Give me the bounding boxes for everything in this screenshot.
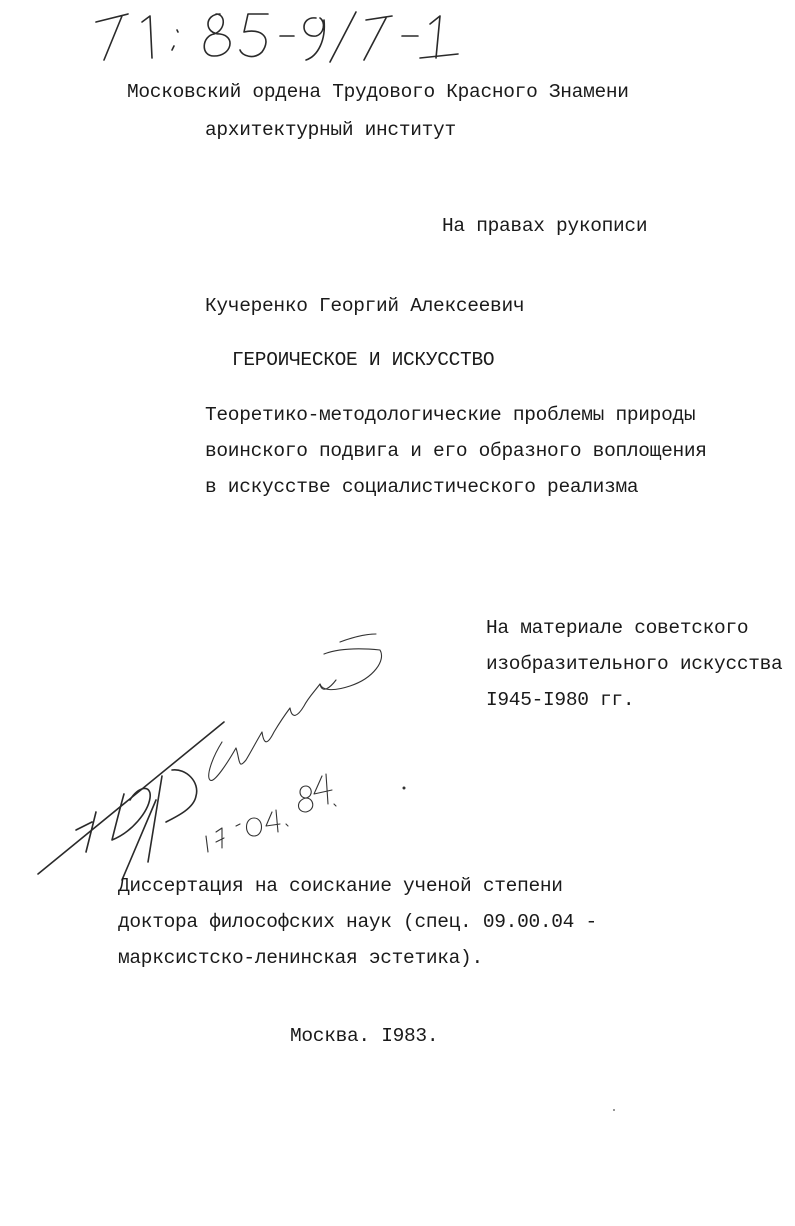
subtitle-line-2: воинского подвига и его образного воплощения: [205, 440, 707, 462]
author-name: Кучеренко Георгий Алексеевич: [205, 295, 525, 317]
material-line-3: I945-I980 гг.: [486, 689, 635, 711]
institution-line-2: архитектурный институт: [205, 119, 456, 141]
subtitle-line-1: Теоретико-методологические проблемы природы: [205, 404, 696, 426]
dissertation-line-1: Диссертация на соискание ученой степени: [118, 875, 563, 897]
signature-scribble: [38, 634, 382, 880]
rights-note: На правах рукописи: [442, 215, 648, 237]
dissertation-line-3: марксистско-ленинская эстетика).: [118, 947, 483, 969]
institution-line-1: Московский ордена Трудового Красного Знамени: [127, 81, 629, 103]
subtitle-line-3: в искусстве социалистического реализма: [205, 476, 639, 498]
ink-dot: [403, 787, 406, 790]
dissertation-title: ГЕРОИЧЕСКОЕ И ИСКУССТВО: [232, 349, 495, 371]
material-line-2: изобразительного искусства: [486, 653, 783, 675]
signature-date: [206, 774, 336, 852]
material-line-1: На материале советского: [486, 617, 749, 639]
dissertation-line-2: доктора философских наук (спец. 09.00.04 -: [118, 911, 597, 933]
archive-code-handwriting: [96, 12, 458, 62]
place-and-year: Москва. I983.: [290, 1025, 439, 1047]
ink-dot: [613, 1109, 615, 1111]
